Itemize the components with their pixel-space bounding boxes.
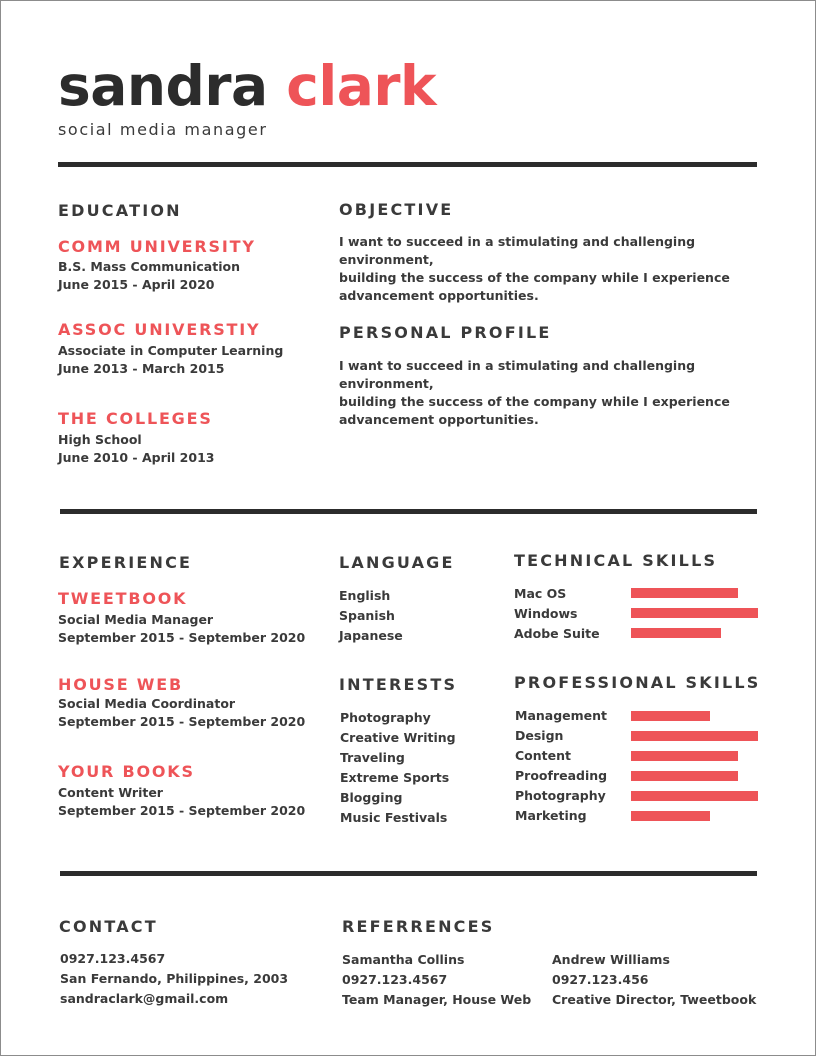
reference-phone: 0927.123.456 — [552, 972, 649, 987]
professional-skill-name: Management — [515, 708, 608, 723]
profile-line: building the success of the company while I experience — [339, 394, 730, 409]
objective-line: advancement opportunities. — [339, 288, 539, 303]
experience-company: HOUSE WEB — [58, 675, 183, 694]
language-item: English — [339, 588, 391, 603]
technical-skills-list — [514, 584, 600, 644]
objective-text — [339, 233, 769, 305]
objective-line: building the success of the company while I experience — [339, 270, 730, 285]
divider — [58, 162, 757, 167]
interest-item: Creative Writing — [340, 730, 456, 745]
education-heading: EDUCATION — [58, 201, 182, 220]
objective-heading: OBJECTIVE — [339, 200, 454, 219]
candidate-name — [58, 53, 436, 119]
technical-skill-name: Windows — [514, 606, 578, 621]
interest-item: Music Festivals — [340, 810, 448, 825]
reference-name: Samantha Collins — [342, 952, 465, 967]
profile-line: I want to succeed in a stimulating and challenging environment, — [339, 358, 696, 391]
experience-position: Content Writer — [58, 785, 163, 800]
experience-dates: September 2015 - September 2020 — [58, 630, 306, 645]
professional-skills-list — [515, 706, 607, 826]
interest-item: Traveling — [340, 750, 405, 765]
experience-dates: September 2015 - September 2020 — [58, 714, 306, 729]
reference-name: Andrew Williams — [552, 952, 670, 967]
language-heading: LANGUAGE — [339, 553, 455, 572]
professional-skill-name: Photography — [515, 788, 606, 803]
professional-skill-name: Marketing — [515, 808, 587, 823]
first-name: sandra — [58, 54, 268, 118]
objective-line: I want to succeed in a stimulating and challenging environment, — [339, 234, 696, 267]
interest-item: Extreme Sports — [340, 770, 450, 785]
language-item: Spanish — [339, 608, 395, 623]
technical-skill-bar — [631, 588, 738, 598]
interest-item: Blogging — [340, 790, 403, 805]
education-degree: Associate in Computer Learning — [58, 343, 284, 358]
education-dates: June 2015 - April 2020 — [58, 277, 215, 292]
experience-company: TWEETBOOK — [58, 589, 188, 608]
interests-heading: INTERESTS — [339, 675, 458, 694]
professional-skill-bar — [631, 811, 710, 821]
experience-dates: September 2015 - September 2020 — [58, 803, 306, 818]
professional-skill-name: Content — [515, 748, 571, 763]
divider — [60, 509, 757, 514]
technical-skill-name: Mac OS — [514, 586, 567, 601]
divider — [60, 871, 757, 876]
profile-text — [339, 357, 769, 429]
contact-details — [60, 949, 288, 1009]
reference-role: Team Manager, House Web — [342, 992, 532, 1007]
interests-list — [340, 708, 456, 828]
profile-heading: PERSONAL PROFILE — [339, 323, 552, 342]
interest-item: Photography — [340, 710, 431, 725]
professional-skill-bar — [631, 711, 710, 721]
education-school: COMM UNIVERSITY — [58, 237, 256, 256]
technical-skill-name: Adobe Suite — [514, 626, 600, 641]
experience-position: Social Media Manager — [58, 612, 214, 627]
education-dates: June 2013 - March 2015 — [58, 361, 225, 376]
professional-skill-name: Proofreading — [515, 768, 608, 783]
education-school: ASSOC UNIVERSTIY — [58, 320, 261, 339]
technical-skill-bar — [631, 628, 721, 638]
education-dates: June 2010 - April 2013 — [58, 450, 215, 465]
language-list — [339, 586, 403, 646]
technical-skill-bar — [631, 608, 758, 618]
experience-heading: EXPERIENCE — [59, 553, 193, 572]
contact-phone: 0927.123.4567 — [60, 951, 166, 966]
technical-skills-heading: TECHNICAL SKILLS — [514, 551, 718, 570]
professional-skill-bar — [631, 771, 738, 781]
professional-skill-bar — [631, 731, 758, 741]
professional-skill-bar — [631, 751, 738, 761]
professional-skills-heading: PROFESSIONAL SKILLS — [514, 673, 761, 692]
job-title: social media manager — [58, 120, 268, 139]
experience-company: YOUR BOOKS — [58, 762, 195, 781]
last-name: clark — [286, 54, 437, 118]
education-degree: B.S. Mass Communication — [58, 259, 240, 274]
references-heading: REFERRENCES — [342, 917, 495, 936]
contact-address: San Fernando, Philippines, 2003 — [60, 971, 289, 986]
reference-card — [552, 950, 756, 1010]
contact-heading: CONTACT — [59, 917, 158, 936]
profile-line: advancement opportunities. — [339, 412, 539, 427]
experience-position: Social Media Coordinator — [58, 696, 236, 711]
professional-skill-bar — [631, 791, 758, 801]
professional-skill-name: Design — [515, 728, 564, 743]
education-school: THE COLLEGES — [58, 409, 213, 428]
contact-email: sandraclark@gmail.com — [60, 991, 229, 1006]
reference-role: Creative Director, Tweetbook — [552, 992, 757, 1007]
language-item: Japanese — [339, 628, 403, 643]
reference-card — [342, 950, 531, 1010]
reference-phone: 0927.123.4567 — [342, 972, 448, 987]
education-degree: High School — [58, 432, 142, 447]
